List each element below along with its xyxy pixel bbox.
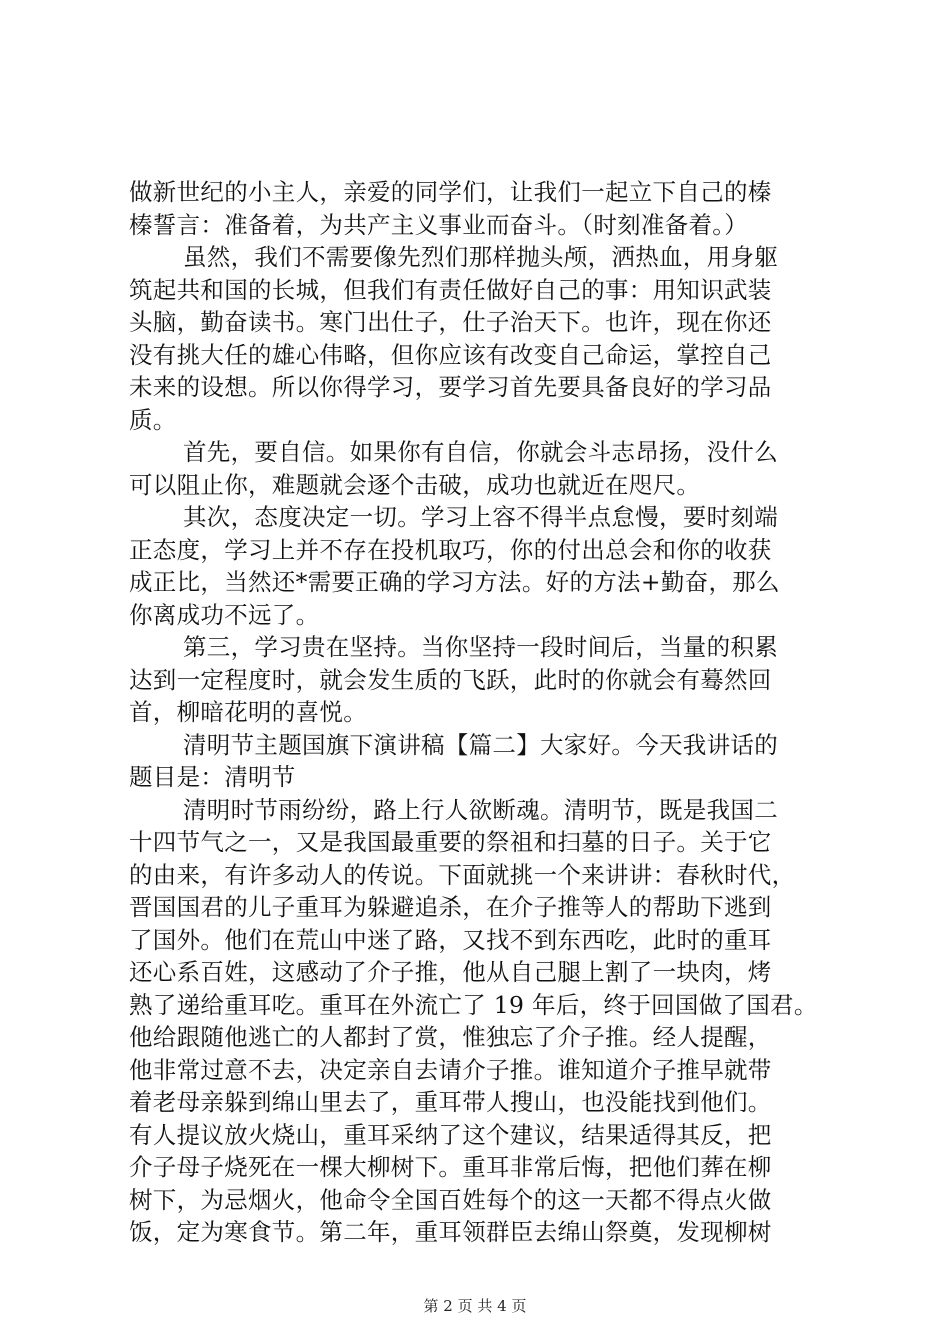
text-line: 树下，为忌烟火，他命令全国百姓每个的这一天都不得点火做: [129, 1185, 772, 1214]
text-line: 你离成功不远了。: [129, 600, 320, 629]
text-line: 其次，态度决定一切。学习上容不得半点怠慢，要时刻端: [183, 503, 778, 531]
text-line: 的由来，有许多动人的传说。下面就挑一个来讲讲：春秋时代，: [129, 860, 796, 889]
text-line: 首，柳暗花明的喜悦。: [129, 698, 367, 726]
text-line: 榛誓言：准备着，为共产主义事业而奋斗。（时刻准备着。）: [129, 210, 749, 239]
text-line: 他给跟随他逃亡的人都封了赏，惟独忘了介子推。经人提醒，: [129, 1023, 772, 1051]
text-line: 质。: [129, 405, 177, 434]
text-line: 清明时节雨纷纷，路上行人欲断魂。清明节，既是我国二: [183, 795, 778, 824]
text-line: 未来的设想。所以你得学习，要学习首先要具备良好的学习品: [129, 373, 772, 401]
text-line: 了国外。他们在荒山中迷了路，又找不到东西吃，此时的重耳: [129, 925, 772, 954]
document-body: [129, 176, 839, 1249]
text-line: 熟了递给重耳吃。重耳在外流亡了 19 年后，终于回国做了国君。: [129, 990, 818, 1019]
text-line: 还心系百姓，这感动了介子推，他从自己腿上割了一块肉，烤: [129, 958, 772, 986]
text-line: 晋国国君的儿子重耳为躲避追杀，在介子推等人的帮助下逃到: [129, 893, 772, 921]
text-line: 达到一定程度时，就会发生质的飞跃，此时的你就会有蓦然回: [129, 665, 772, 694]
text-line: 虽然，我们不需要像先烈们那样抛头颅，洒热血，用身躯: [183, 243, 778, 271]
text-line: 十四节气之一，又是我国最重要的祭祖和扫墓的日子。关于它: [129, 828, 772, 856]
text-line: 饭，定为寒食节。第二年，重耳领群臣去绵山祭奠，发现柳树: [129, 1218, 772, 1246]
text-line: 头脑，勤奋读书。寒门出仕子，仕子治天下。也许，现在你还: [129, 308, 772, 336]
text-line: 题目是：清明节: [129, 763, 296, 791]
text-line: 正态度，学习上并不存在投机取巧，你的付出总会和你的收获: [129, 535, 772, 564]
text-line: 着老母亲躲到绵山里去了，重耳带人搜山，也没能找到他们。: [129, 1088, 772, 1116]
text-line: 他非常过意不去，决定亲自去请介子推。谁知道介子推早就带: [129, 1055, 772, 1084]
text-line: 可以阻止你，难题就会逐个击破，成功也就近在咫尺。: [129, 470, 701, 499]
text-line: 做新世纪的小主人，亲爱的同学们，让我们一起立下自己的榛: [129, 178, 772, 206]
text-line: 介子母子烧死在一棵大柳树下。重耳非常后悔，把他们葬在柳: [129, 1153, 772, 1181]
text-line: 有人提议放火烧山，重耳采纳了这个建议，结果适得其反，把: [129, 1120, 772, 1149]
text-line: 成正比，当然还*需要正确的学习方法。好的方法+勤奋，那么: [129, 568, 780, 596]
text-line: 筑起共和国的长城，但我们有责任做好自己的事：用知识武装: [129, 275, 772, 304]
text-line: 首先，要自信。如果你有自信，你就会斗志昂扬，没什么: [183, 438, 778, 466]
text-line: 清明节主题国旗下演讲稿【篇二】大家好。今天我讲话的: [183, 730, 778, 759]
text-line: 第三，学习贵在坚持。当你坚持一段时间后，当量的积累: [183, 633, 778, 661]
text-line: 没有挑大任的雄心伟略，但你应该有改变自己命运，掌控自己: [129, 340, 772, 369]
page-footer: 第 2 页 共 4 页: [423, 1297, 527, 1315]
